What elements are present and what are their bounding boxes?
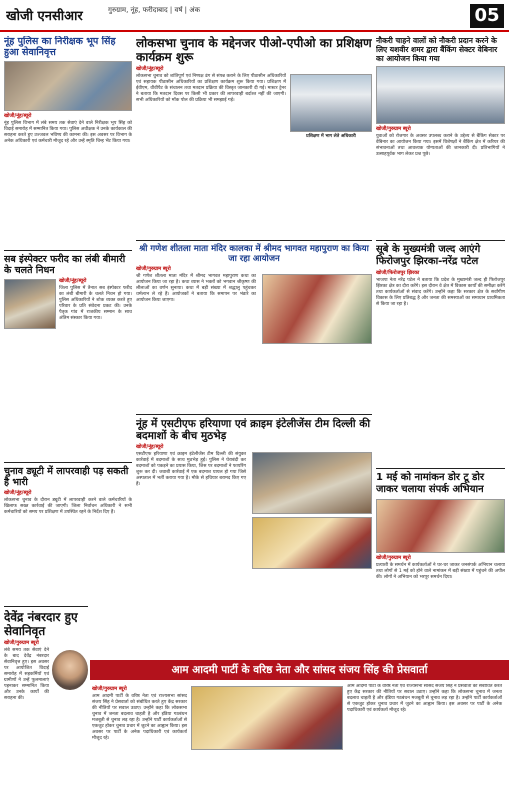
story-body: लोकसभा चुनाव को शांतिपूर्ण एवं निष्पक्ष ढंग से संपन्न कराने के लिए पीठासीन अधिकारियों एवं सहायक पीठासीन अधिकारियों का प्रशिक्षण कार्यक्रम शुरू किया गया। प्रशिक्षण में ईवीएम, वीवीपैट के संचालन तथा मतदान प्रक्रिया की विस्तृत जानकारी दी गई। मास्टर ट्रेनर ने बताया कि मतदान दिवस पर किसी भी प्रकार की लापरवाही बर्दाश्त नहीं की जाएगी। सभी अधिकारियों को मॉक पोल की प्रक्रिया भी समझाई गई। [136, 74, 286, 103]
headline: सूबे के मुख्यमंत्री जल्द आएंगे फिरोजपुर झिरका-नरेंद्र पटेल [376, 244, 481, 267]
headline: 1 मई को नामांकन डोर टू डोर जाकर चलाया संपर्क अभियान [376, 472, 485, 495]
headline: नूंह पुलिस का निरीक्षक भूप सिंह हुआ सेवानिवृत्त [4, 36, 116, 58]
story-body-continued: आम आदमी पार्टी के वरिष्ठ नेता एवं राज्यसभा सांसद संजय सिंह ने प्रेसवार्ता को संबोधित करते हुए केंद्र सरकार की नीतियों पर सवाल उठाए। उन्होंने कहा कि लोकसभा चुनाव में जनता बदलाव चाहती है और इंडिया गठबंधन मजबूती से चुनाव लड़ रहा है। उन्होंने पार्टी कार्यकर्ताओं से एकजुट होकर चुनाव प्रचार में जुटने का आह्वान किया। इस अवसर पर पार्टी के अनेक पदाधिकारी एवं कार्यकर्ता मौजूद रहे। [347, 684, 502, 713]
story-body: युवाओं को रोजगार के अवसर उपलब्ध कराने के उद्देश्य से बैंकिंग सेक्टर पर वेबिनार का आयोजन किया गया। इसमें विशेषज्ञों ने बैंकिंग क्षेत्र में करियर की संभावनाओं तथा आवश्यक योग्यताओं की जानकारी दी। प्रतिभागियों ने उत्साहपूर्वक भाग लेकर प्रश्न पूछे। [376, 134, 505, 157]
byline: खोजी/नूंह/ब्यूरो [4, 490, 32, 496]
byline: खोजी/नूंह/ब्यूरो [136, 444, 164, 450]
headline: नौकरी चाहने वालों को नौकरी प्रदान करने के लिए यशवीर शमर द्वारा बैंकिंग सेक्टर वेबिनार का आयोजन किया गया [376, 36, 498, 63]
byline: खोजी/नूंह/ब्यूरो [4, 113, 32, 119]
photo-caption: प्रशिक्षण में भाग लेते अधिकारी [306, 134, 356, 139]
story-body: एसटीएफ हरियाणा एवं क्राइम इंटेलीजेंस टीम दिल्ली की संयुक्त कार्रवाई में बदमाशों के साथ मुठभेड़ हुई। पुलिस ने घेराबंदी कर बदमाशों को पकड़ने का प्रयास किया, जिस पर बदमाशों ने फायरिंग शुरू कर दी। जवाबी कार्रवाई में एक बदमाश घायल हो गया जिसे अस्पताल में भर्ती कराया गया है। मौके से हथियार बरामद किए गए हैं। [136, 452, 246, 487]
story-inspector [4, 250, 132, 459]
story-banner: आम आदमी पार्टी के वरिष्ठ नेता और सांसद संजय सिंह की प्रेसवार्ता [90, 660, 509, 680]
story-photo [4, 61, 132, 111]
headline: देवेंद्र नंबरदार हुए सेवानिवृत [4, 610, 78, 638]
dateline: गुरुग्राम, नूंह, फरीदाबाद | वर्ष | अंक [108, 6, 200, 14]
story-bhagwat [136, 240, 372, 411]
story-photo [191, 686, 343, 750]
headline: श्री गणेश शीतला माता मंदिर कालका में श्रीमद भागवत महापुराण का किया जा रहा आयोजन [139, 244, 369, 264]
story-body: नूंह पुलिस विभाग में लंबे समय तक सेवाएं देने वाले निरीक्षक भूप सिंह को विदाई समारोह में सम्मानित किया गया। पुलिस अधीक्षक ने उनके कार्यकाल की सराहना करते हुए उज्जवल भविष्य की कामना की। इस अवसर पर विभाग के अनेक अधिकारी एवं कर्मचारी मौजूद रहे और उन्हें स्मृति चिन्ह भेंट किया गया। [4, 121, 132, 144]
byline: खोजी/नूंह/ब्यूरो [59, 278, 87, 284]
story-body: जिला पुलिस में तैनात सब इंस्पेक्टर फरीद का लंबी बीमारी के चलते निधन हो गया। पुलिस अधिकारियों ने शोक व्यक्त करते हुए परिवार के प्रति संवेदना प्रकट की। उनके पैतृक गांव में राजकीय सम्मान के साथ अंतिम संस्कार किया गया। [59, 286, 132, 321]
byline: खोजी/गुरुग्राम ब्यूरो [376, 126, 411, 132]
byline: खोजी/नूंह/ब्यूरो [136, 66, 164, 72]
story-photo [376, 499, 505, 553]
story-stf [136, 414, 372, 655]
story-nuh-police [4, 36, 132, 246]
story-body: लोकसभा चुनाव के दौरान ड्यूटी में लापरवाही करने वाले कर्मचारियों के खिलाफ सख्त कार्रवाई की जाएगी। जिला निर्वाचन अधिकारी ने सभी कर्मचारियों को समय पर प्रशिक्षण में उपस्थित रहने के निर्देश दिए हैं। [4, 498, 132, 515]
headline: सब इंस्पेक्टर फरीद का लंबी बीमारी के चलते निधन [4, 254, 126, 276]
story-body: प्रत्याशी के समर्थन में कार्यकर्ताओं ने घर-घर जाकर जनसंपर्क अभियान चलाया तथा लोगों से 1 मई को होने वाले नामांकन में बड़ी संख्या में पहुंचने की अपील की। लोगों ने अभियान को भरपूर समर्थन दिया। [376, 563, 505, 580]
story-photo [376, 66, 505, 124]
story-body: श्री गणेश शीतला माता मंदिर में श्रीमद भागवत महापुराण कथा का आयोजन किया जा रहा है। कथा व्यास ने भक्तों को भगवान श्रीकृष्ण की लीलाओं का वर्णन सुनाया। कथा में बड़ी संख्या में श्रद्धालु पहुंचकर धर्मलाभ ले रहे हैं। आयोजकों ने बताया कि समापन पर भंडारे का आयोजन किया जाएगा। [136, 274, 256, 303]
byline: खोजी/गुरुग्राम ब्यूरो [92, 686, 127, 692]
story-lok-sabha [136, 36, 372, 236]
story-duty [4, 462, 132, 603]
newspaper-logo: खोजी एनसीआर [6, 9, 83, 24]
story-body: लंबे समय तक सेवाएं देने के बाद देवेंद्र नंबरदार सेवानिवृत्त हुए। इस अवसर पर आयोजित विदाई समारोह में सहकर्मियों एवं ग्रामीणों ने उन्हें फूलमालाएं पहनाकर सम्मानित किया और उनके कार्यों की सराहना की। [4, 648, 49, 701]
byline: खोजी/गुरुग्राम ब्यूरो [376, 555, 411, 561]
byline: खोजी/गुरुग्राम ब्यूरो [4, 640, 39, 646]
headline: नूंह में एसटीएफ हरियाणा एवं क्राइम इंटेलीजेंस टीम दिल्ली की बदमाशों के बीच मुठभेड़ [136, 418, 371, 442]
story-photo [252, 517, 372, 569]
story-jobs [376, 36, 505, 236]
story-aap [92, 684, 505, 796]
story-devender [4, 606, 88, 797]
masthead [0, 0, 509, 32]
byline: खोजी/फिरोजपुर झिरका [376, 270, 420, 276]
story-may1 [376, 468, 505, 657]
byline: खोजी/गुरुग्राम ब्यूरो [136, 266, 171, 272]
portrait-photo [52, 650, 88, 690]
story-photo [252, 452, 372, 514]
headline: चुनाव ड्यूटी में लापरवाही पड़ सकती है भारी [4, 466, 129, 488]
story-photo [290, 74, 372, 132]
story-body: आम आदमी पार्टी के वरिष्ठ नेता एवं राज्यसभा सांसद संजय सिंह ने प्रेसवार्ता को संबोधित करते हुए केंद्र सरकार की नीतियों पर सवाल उठाए। उन्होंने कहा कि लोकसभा चुनाव में जनता बदलाव चाहती है और इंडिया गठबंधन मजबूती से चुनाव लड़ रहा है। उन्होंने पार्टी कार्यकर्ताओं से एकजुट होकर चुनाव प्रचार में जुटने का आह्वान किया। इस अवसर पर पार्टी के अनेक पदाधिकारी एवं कार्यकर्ता मौजूद रहे। [92, 694, 187, 741]
headline: लोकसभा चुनाव के मद्देनजर पीओ-एपीओ का प्रशिक्षण कार्यक्रम शुरू [136, 36, 372, 64]
story-body: भाजपा नेता नरेंद्र पटेल ने बताया कि प्रदेश के मुख्यमंत्री जल्द ही फिरोजपुर झिरका क्षेत्र का दौरा करेंगे। इस दौरान वे क्षेत्र में विकास कार्यों की समीक्षा करेंगे तथा कार्यकर्ताओं से संवाद करेंगे। उन्होंने कहा कि सरकार क्षेत्र के सर्वांगीण विकास के लिए प्रतिबद्ध है और जनता की समस्याओं का समाधान प्राथमिकता से किया जा रहा है। [376, 278, 505, 307]
page-number: 05 [470, 4, 504, 28]
story-photo [262, 274, 372, 344]
story-cm [376, 240, 505, 465]
story-photo [4, 279, 56, 329]
